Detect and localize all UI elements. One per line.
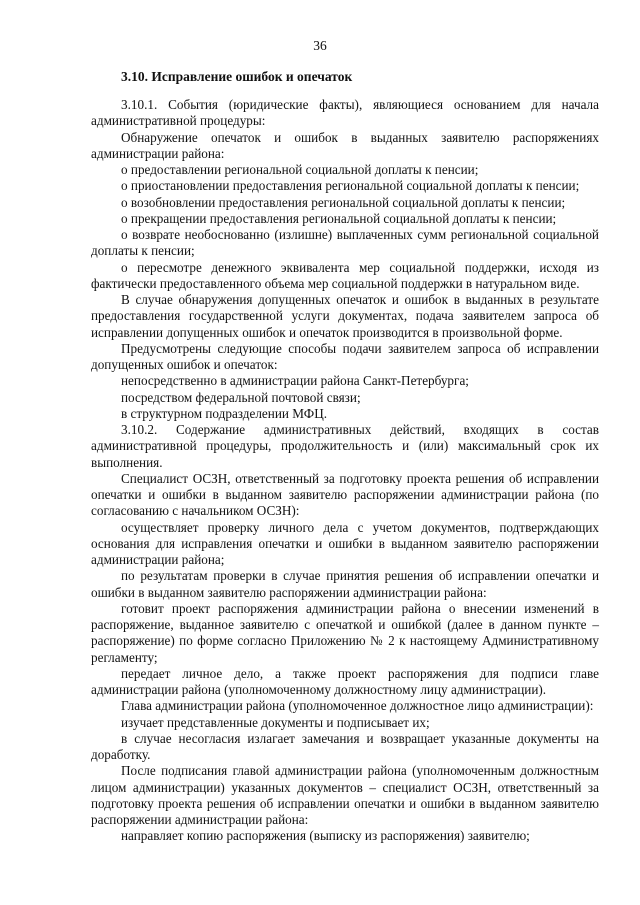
document-body (91, 97, 599, 845)
list-item: о возобновлении предоставления региональной социальной доплаты к пенсии; (121, 194, 566, 210)
list-item: о пересмотре денежного эквивалента мер социальной поддержки, исходя из фактически предоставленного объема мер социальной поддержки в натуральном виде. (91, 259, 599, 291)
paragraph: После подписания главой администрации района (уполномоченным должностным лицом администрации) указанных документов – специалист ОСЗН, ответственный за подготовку проекта решения об исправлении опечатки и ошибки в выданном заявителю распоряжении администрации района: (91, 763, 599, 827)
list-item: по результатам проверки в случае принятия решения об исправлении опечатки и ошибки в выданном заявителю распоряжении администрации района: (91, 568, 599, 600)
list-item: направляет копию распоряжения (выписку из распоряжения) заявителю; (121, 828, 530, 844)
paragraph: Обнаружение опечаток и ошибок в выданных заявителю распоряжениях администрации района: (91, 129, 599, 161)
paragraph: Предусмотрены следующие способы подачи заявителем запроса об исправлении допущенных ошибок и опечаток: (91, 340, 599, 372)
paragraph: Специалист ОСЗН, ответственный за подготовку проекта решения об исправлении опечатки и ошибки в выданном заявителю распоряжении администрации района (по согласованию с начальником ОСЗН): (91, 470, 599, 519)
list-item: о приостановлении предоставления региональной социальной доплаты к пенсии; (121, 178, 580, 194)
list-item: о возврате необоснованно (излишне) выплаченных сумм региональной социальной доплаты к пенсии; (91, 227, 599, 259)
paragraph: Глава администрации района (уполномоченное должностное лицо администрации): (121, 698, 594, 714)
paragraph: 3.10.2. Содержание административных действий, входящих в состав административной процедуры, продолжительность и (или) максимальный срок их выполнения. (91, 422, 599, 470)
list-item: изучает представленные документы и подписывает их; (121, 714, 430, 730)
list-item: в структурном подразделении МФЦ. (121, 405, 328, 421)
list-item: непосредственно в администрации района Санкт-Петербурга; (121, 373, 469, 389)
list-item: о предоставлении региональной социальной доплаты к пенсии; (121, 162, 479, 177)
section-heading: 3.10. Исправление ошибок и опечаток (121, 69, 353, 84)
page-number: 36 (313, 38, 327, 53)
paragraph: 3.10.1. События (юридические факты), являющиеся основанием для начала административной процедуры: (91, 97, 599, 129)
list-item: посредством федеральной почтовой связи; (121, 389, 361, 405)
list-item: передает личное дело, а также проект распоряжения для подписи главе администрации района (уполномоченному должностному лицу администрации). (91, 665, 599, 697)
list-item: о прекращении предоставления региональной социальной доплаты к пенсии; (121, 210, 557, 226)
list-item: в случае несогласия излагает замечания и возвращает указанные документы на доработку. (91, 730, 599, 762)
paragraph: В случае обнаружения допущенных опечаток и ошибок в выданных в результате предоставления государственной услуги документах, подача заявителем запроса об исправлении допущенных ошибок и опечаток производится в произвольной форме. (91, 292, 599, 340)
list-item: готовит проект распоряжения администрации района о внесении изменений в распоряжение, выданное заявителю с опечаткой и ошибкой (далее в данном пункте – распоряжение) по форме согласно Приложению № 2 к настоящему Административному регламенту; (91, 600, 599, 665)
list-item: осуществляет проверку личного дела с учетом документов, подтверждающих основания для исправления опечатки и ошибки в выданном заявителю распоряжении администрации района; (91, 519, 599, 567)
